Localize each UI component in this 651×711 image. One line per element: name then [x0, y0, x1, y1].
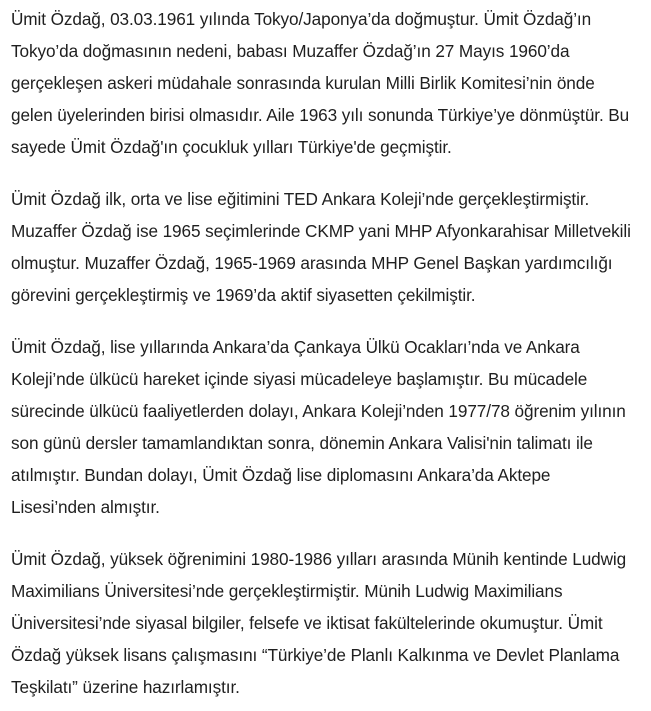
paragraph-university: Ümit Özdağ, yüksek öğrenimini 1980-1986 yılları arasında Münih kentinde Ludwig Maximilians Üniversitesi’nde gerçekleştirmiştir. Münih Ludwig Maximilians Üniversitesi’nde siyasal bilgiler, felsefe ve iktisat fakültelerinde okumuştur. Ümit Özdağ yüksek lisans çalışmasını “Türkiye’de Planlı Kalkınma ve Devlet Planlama Teşkilatı” üzerine hazırlamıştır. [11, 549, 627, 697]
paragraph-birth: Ümit Özdağ, 03.03.1961 yılında Tokyo/Japonya’da doğmuştur. Ümit Özdağ’ın Tokyo’da doğmasının nedeni, babası Muzaffer Özdağ’ın 27 Mayıs 1960’da gerçekleşen askeri müdahale sonrasında kurulan Milli Birlik Komitesi’nin önde gelen üyelerinden birisi olmasıdır. Aile 1963 yılı sonunda Türkiye’ye dönmüştür. Bu sayede Ümit Özdağ'ın çocukluk yılları Türkiye'de geçmiştir. [11, 9, 630, 157]
paragraph-high-school: Ümit Özdağ, lise yıllarında Ankara’da Çankaya Ülkü Ocakları’nda ve Ankara Koleji’nde ülkücü hareket içinde siyasi mücadeleye başlamıştır. Bu mücadele sürecinde ülkücü faaliyetlerden dolayı, Ankara Koleji’nden 1977/78 öğrenim yılının son günü dersler tamamlandıktan sonra, dönemin Ankara Valisi'nin talimatı ile atılmıştır. Bundan dolayı, Ümit Özdağ lise diplomasını Ankara’da Aktepe Lisesi’nden almıştır. [11, 337, 626, 517]
paragraph-education: Ümit Özdağ ilk, orta ve lise eğitimini TED Ankara Koleji’nde gerçekleştirmiştir. Muzaffer Özdağ ise 1965 seçimlerinde CKMP yani MHP Afyonkarahisar Milletvekili olmuştur. Muzaffer Özdağ, 1965-1969 arasında MHP Genel Başkan yardımcılığı görevini gerçekleştirmiş ve 1969’da aktif siyasetten çekilmiştir. [11, 189, 631, 305]
